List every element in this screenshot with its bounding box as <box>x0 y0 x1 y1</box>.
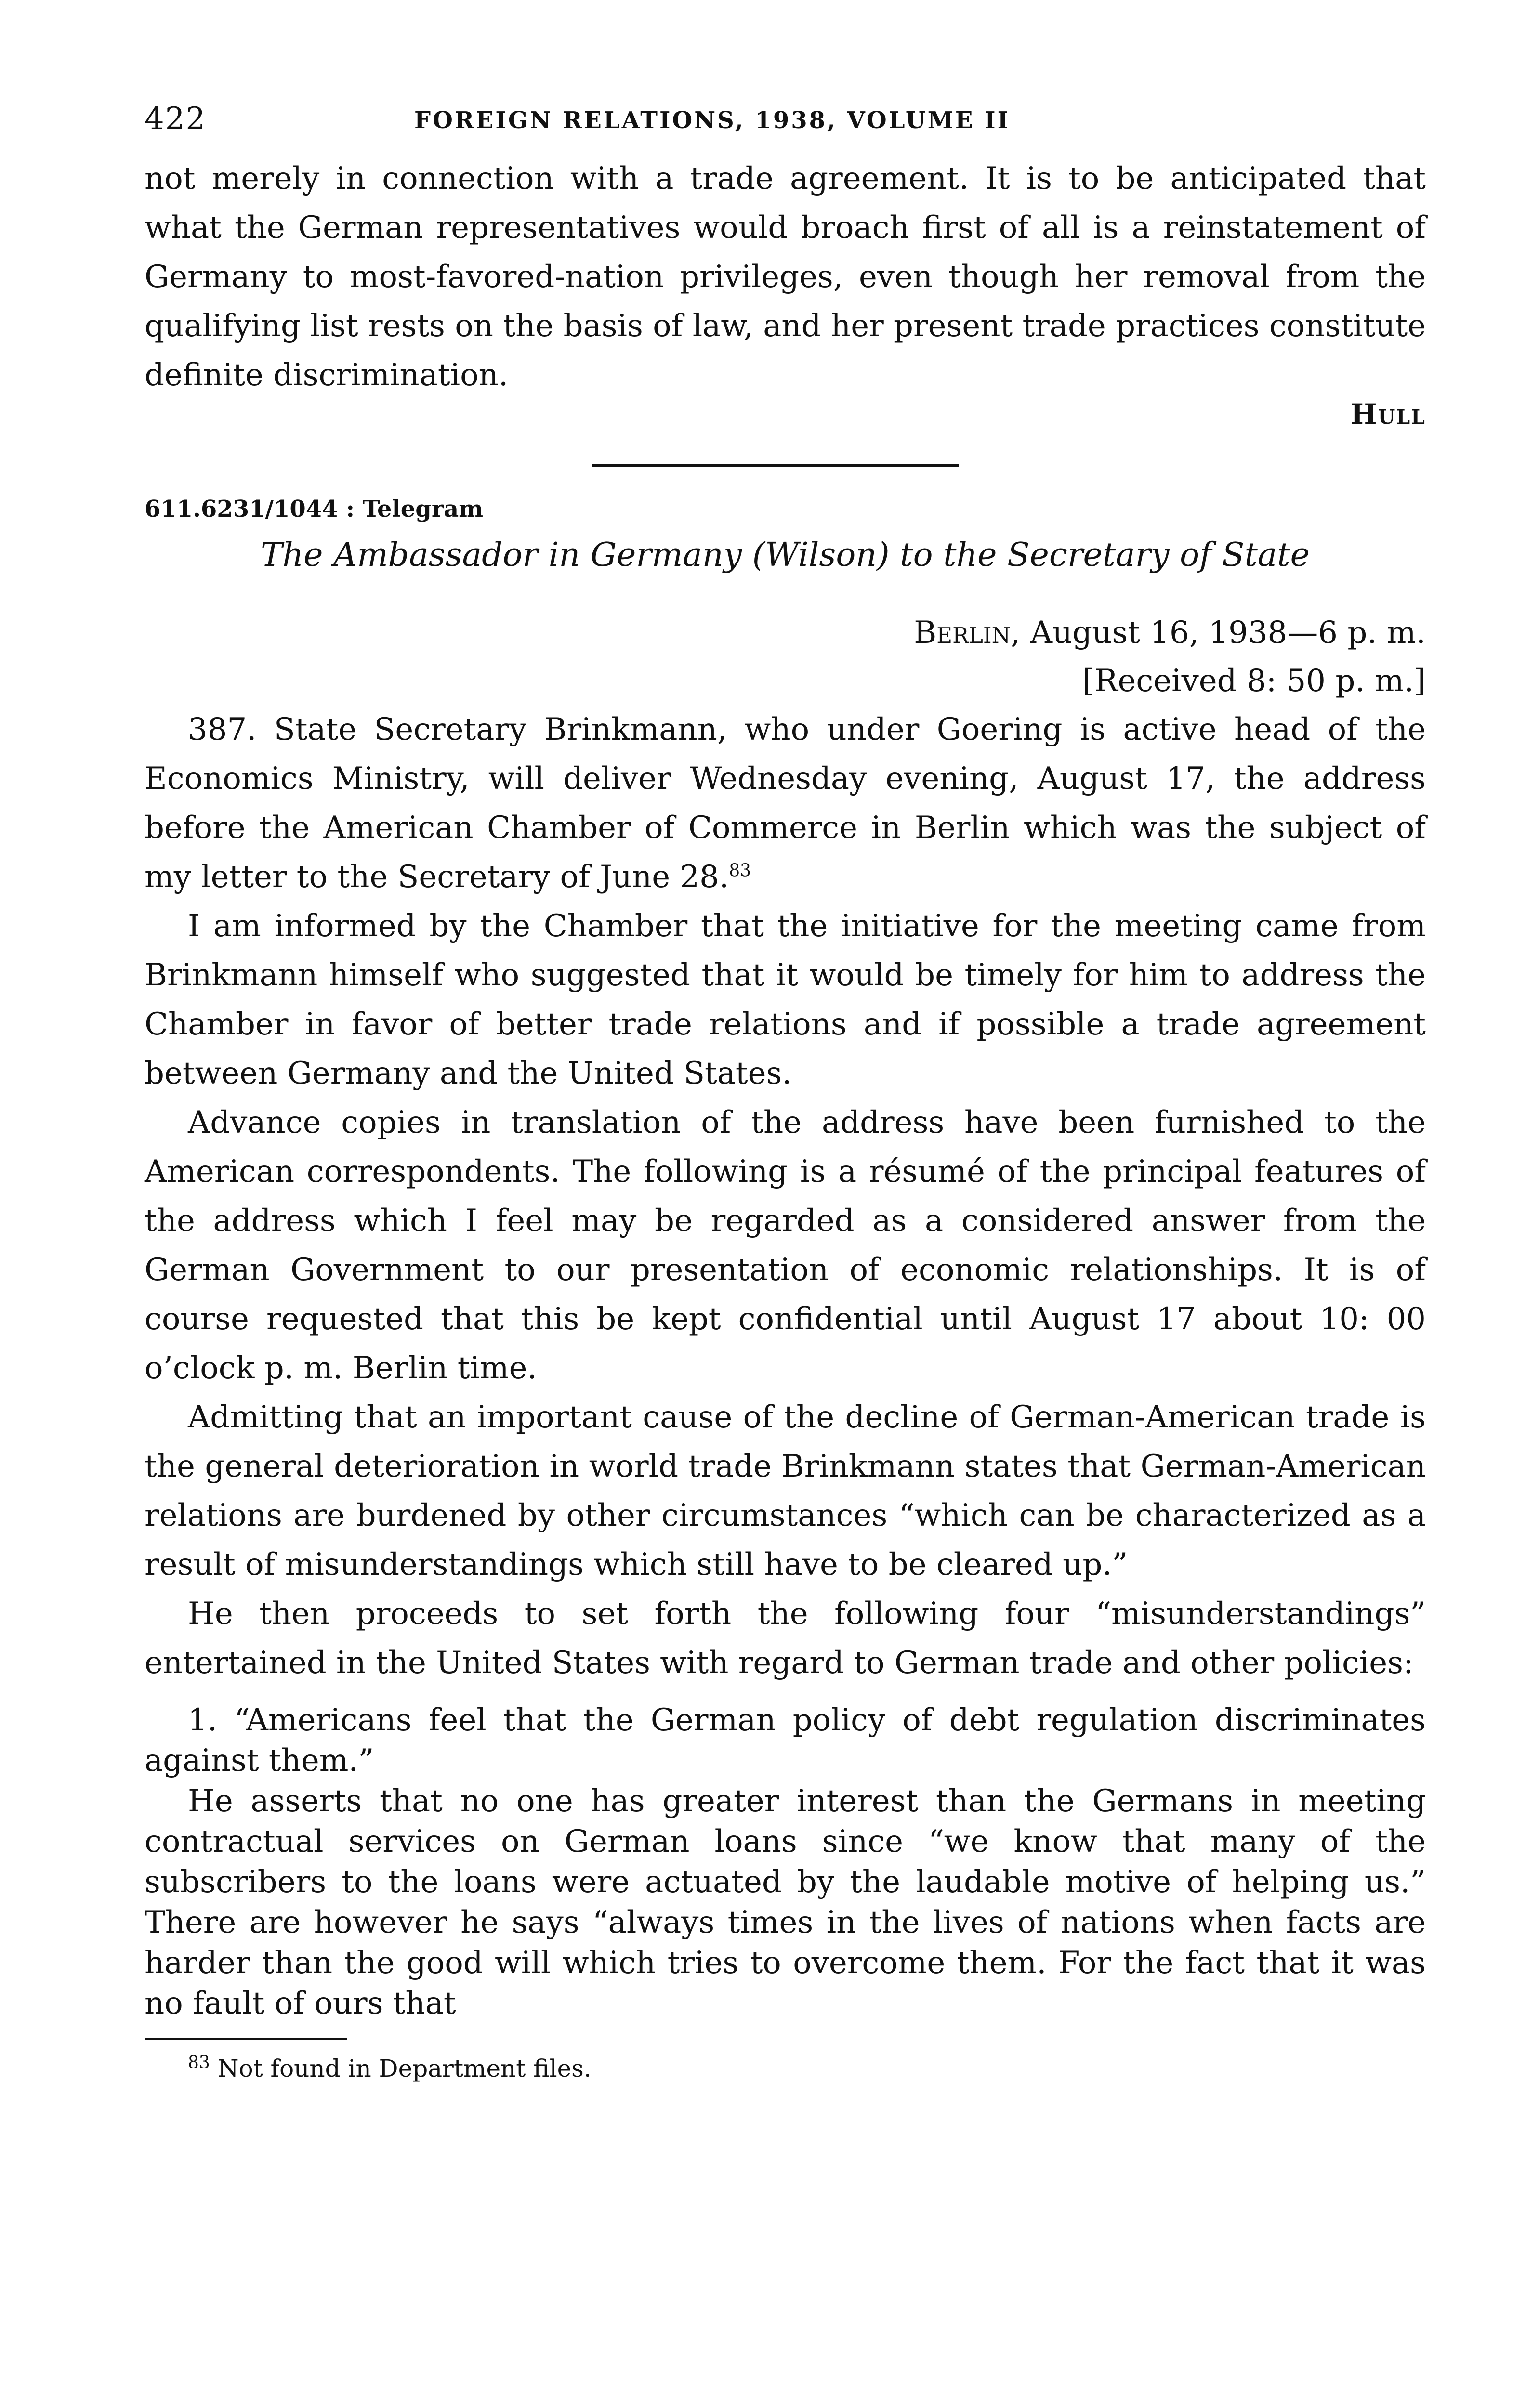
document-page <box>145 101 1426 2082</box>
dateline-date: , August 16, 1938—6 p. m. <box>1011 615 1426 651</box>
paragraph-text: 387. State Secretary Brinkmann, who under Goering is active head of the Economics Ministry, will deliver Wednesday evening, August 17, the address before the American Chamber of Commerce in Berlin which was the subject of my letter to the Secretary of June 28. <box>145 712 1426 895</box>
section-divider <box>592 464 959 467</box>
dateline-line <box>145 609 1426 657</box>
numbered-item: 1. “Americans feel that the German policy of debt regulation discriminates against them.” <box>145 1702 1426 1779</box>
continuation-paragraph: not merely in connection with a trade agreement. It is to be anticipated that what the German representatives would broach first of all is a reinstatement of Germany to most-favored-nation privileges, even though her removal from the qualifying list rests on the basis of law, and her present trade practices constitute definite discrimination. <box>145 161 1426 393</box>
paragraph: He then proceeds to set forth the following four “misunderstandings” entertained in the United States with regard to German trade and other policies: <box>145 1596 1426 1681</box>
file-number: 611.6231/1044 : Telegram <box>145 496 484 523</box>
paragraph: Advance copies in translation of the address have been furnished to the American correspondents. The following is a résumé of the principal features of the address which I feel may be regarded as a considered answer from the German Government to our presentation of economic relationships. It is of course requested that this be kept confidential until August 17 about 10: 00 o’clock p. m. Berlin time. <box>145 1105 1426 1386</box>
dateline-place: Berlin <box>914 615 1011 651</box>
paragraph: I am informed by the Chamber that the initiative for the meeting came from Brinkmann himself who suggested that it would be timely for him to address the Chamber in favor of better trade relations and if possible a trade agreement between Germany and the United States. <box>145 908 1426 1091</box>
footnote-marker: 83 <box>188 2053 210 2073</box>
document-heading: The Ambassador in Germany (Wilson) to the Secretary of State <box>261 536 1310 574</box>
page-header <box>145 101 1426 144</box>
footnote-divider <box>145 2038 347 2040</box>
paragraph: Admitting that an important cause of the decline of German-American trade is the general deterioration in world trade Brinkmann states that German-American relations are burdened by other circumstances “which can be characterized as a result of misunderstandings which still have to be cleared up.” <box>145 1400 1426 1583</box>
footnote-reference: 83 <box>729 861 751 881</box>
dateline <box>145 609 1426 705</box>
page-number: 422 <box>145 101 207 137</box>
running-title: FOREIGN RELATIONS, 1938, VOLUME II <box>414 107 1011 134</box>
received-time: [Received 8: 50 p. m.] <box>1082 663 1426 699</box>
footnote-text: Not found in Department files. <box>217 2055 592 2082</box>
paragraph: He asserts that no one has greater interest than the Germans in meeting contractual services on German loans since “we know that many of the subscribers to the loans were actuated by the laudable motive of helping us.” There are however he says “always times in the lives of nations when facts are harder than the good will which tries to overcome them. For the fact that it was no fault of ours that <box>145 1783 1426 2021</box>
footnote <box>188 2055 1426 2082</box>
signature: Hull <box>1350 398 1426 431</box>
paragraph-387 <box>145 705 1426 902</box>
